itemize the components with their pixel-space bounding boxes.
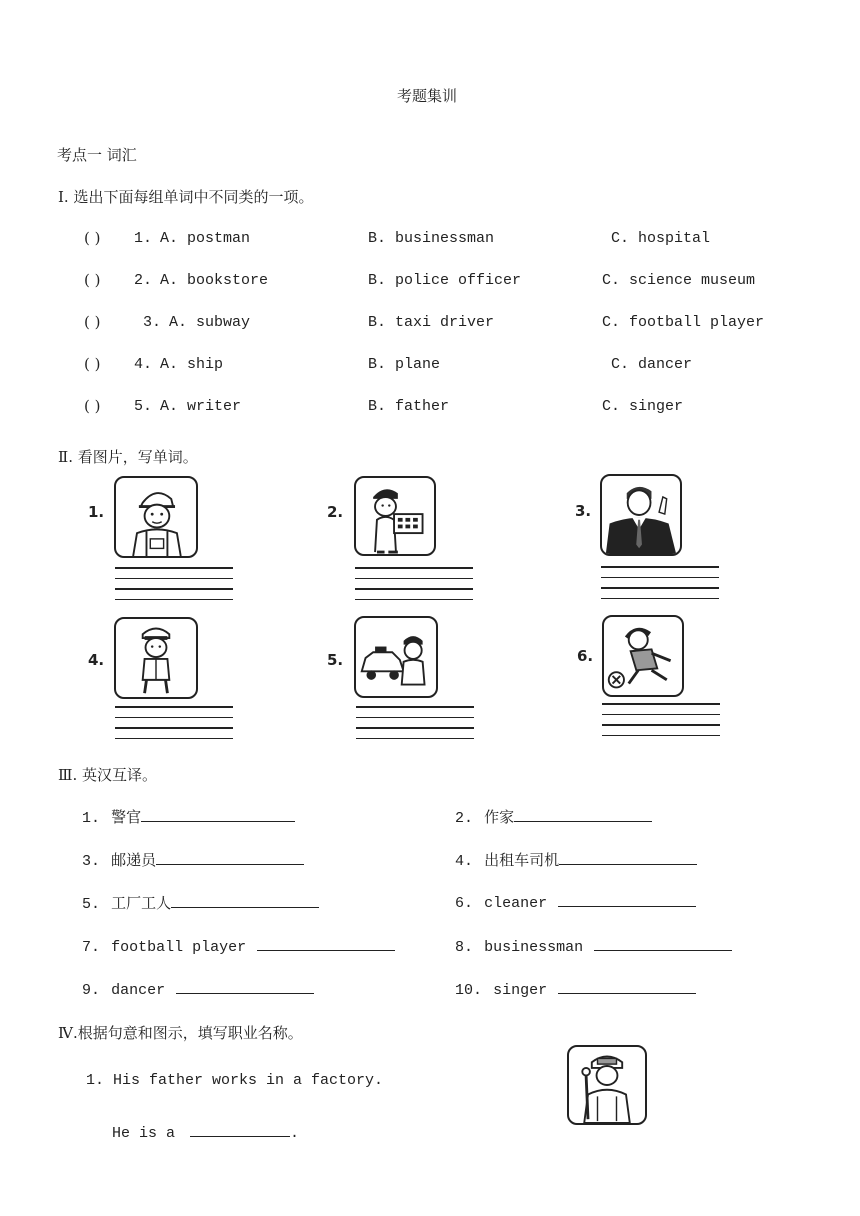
option-a: A. ship [160, 356, 224, 373]
translate-item [455, 979, 696, 999]
picture-number: 4. [88, 651, 105, 669]
businessman-laptop-icon [354, 476, 436, 556]
item-number: 5. [82, 896, 101, 913]
answer-blank[interactable] [257, 936, 395, 951]
item-number: 5. [134, 398, 153, 415]
option-b: B. father [368, 398, 450, 415]
answer-lines[interactable] [601, 566, 719, 608]
factory-worker-icon [567, 1045, 647, 1125]
answer-paren[interactable]: ( ) [84, 271, 101, 289]
option-b: B. businessman [368, 230, 495, 247]
page-title: 考题集训 [397, 87, 458, 105]
item-number: 6. [455, 895, 474, 912]
translate-item [82, 892, 319, 913]
translate-item [82, 806, 295, 827]
item-number: 9. [82, 982, 101, 999]
part2-heading: Ⅱ. 看图片，写单词。 [58, 448, 198, 466]
answer-suffix: . [290, 1125, 300, 1142]
option-c: C. football player [602, 314, 765, 331]
item-number: 7. [82, 939, 101, 956]
answer-paren[interactable]: ( ) [84, 313, 101, 331]
translate-item [455, 806, 652, 827]
option-a: A. bookstore [160, 272, 269, 289]
item-text: 作家 [484, 808, 515, 826]
picture-number: 1. [88, 503, 105, 521]
option-b: B. police officer [368, 272, 522, 289]
item-text: dancer [111, 982, 166, 999]
option-b: B. taxi driver [368, 314, 495, 331]
answer-blank[interactable] [594, 936, 732, 951]
translate-item [82, 849, 304, 870]
police-officer-icon [114, 617, 198, 699]
item-text: businessman [484, 939, 584, 956]
item-number: 1. [134, 230, 153, 247]
item-number: 10. [455, 982, 483, 999]
option-c: C. dancer [611, 356, 693, 373]
answer-lines[interactable] [355, 567, 473, 609]
answer-paren[interactable]: ( ) [84, 355, 101, 373]
item-text: 警官 [111, 808, 142, 826]
part3-heading: Ⅲ. 英汉互译。 [58, 766, 158, 784]
translate-item [455, 849, 697, 870]
translate-item [455, 936, 732, 956]
option-c: C. science museum [602, 272, 756, 289]
item-text: football player [111, 939, 247, 956]
option-a: A. postman [160, 230, 251, 247]
picture-number: 3. [575, 502, 592, 520]
answer-blank[interactable] [559, 850, 697, 865]
answer-blank[interactable] [190, 1122, 290, 1137]
answer-lines[interactable] [602, 703, 720, 745]
worker-cap-icon [114, 476, 198, 558]
businessman-suit-icon [600, 474, 682, 556]
answer-blank[interactable] [156, 850, 304, 865]
answer-lines[interactable] [356, 706, 474, 748]
item-number: 3. [82, 853, 101, 870]
answer-blank[interactable] [514, 807, 652, 822]
part1-heading: Ⅰ. 选出下面每组单词中不同类的一项。 [58, 188, 314, 206]
translate-item [455, 892, 696, 912]
item-number: 4. [455, 853, 474, 870]
section-point-heading: 考点一 词汇 [57, 146, 137, 164]
item-number: 2. [134, 272, 153, 289]
item-number: 8. [455, 939, 474, 956]
translate-item [82, 936, 395, 956]
translate-item [82, 979, 314, 999]
item-text: 工厂工人 [111, 894, 172, 912]
item-text: 出租车司机 [484, 851, 560, 869]
item-number: 4. [134, 356, 153, 373]
answer-paren[interactable]: ( ) [84, 229, 101, 247]
option-c: C. singer [602, 398, 684, 415]
answer-line [112, 1122, 299, 1142]
answer-blank[interactable] [176, 979, 314, 994]
item-number: 2. [455, 810, 474, 827]
item-text: cleaner [484, 895, 548, 912]
option-a: A. subway [169, 314, 251, 331]
option-b: B. plane [368, 356, 441, 373]
item-number: 3. [143, 314, 162, 331]
football-player-icon [602, 615, 684, 697]
taxi-driver-icon [354, 616, 438, 698]
option-a: A. writer [160, 398, 242, 415]
item-number: 1. [82, 810, 101, 827]
answer-blank[interactable] [141, 807, 295, 822]
answer-blank[interactable] [171, 893, 319, 908]
item-text: singer [493, 982, 548, 999]
item-text: 邮递员 [111, 851, 157, 869]
answer-blank[interactable] [558, 979, 696, 994]
part4-heading: Ⅳ.根据句意和图示，填写职业名称。 [58, 1024, 303, 1042]
picture-number: 5. [327, 651, 344, 669]
picture-number: 2. [327, 503, 344, 521]
answer-lines[interactable] [115, 706, 233, 748]
picture-number: 6. [577, 647, 594, 665]
question-sentence: 1. His father works in a factory. [86, 1072, 384, 1089]
answer-lines[interactable] [115, 567, 233, 609]
answer-paren[interactable]: ( ) [84, 397, 101, 415]
answer-blank[interactable] [558, 892, 696, 907]
answer-prefix: He is a [112, 1125, 176, 1142]
option-c: C. hospital [611, 230, 711, 247]
